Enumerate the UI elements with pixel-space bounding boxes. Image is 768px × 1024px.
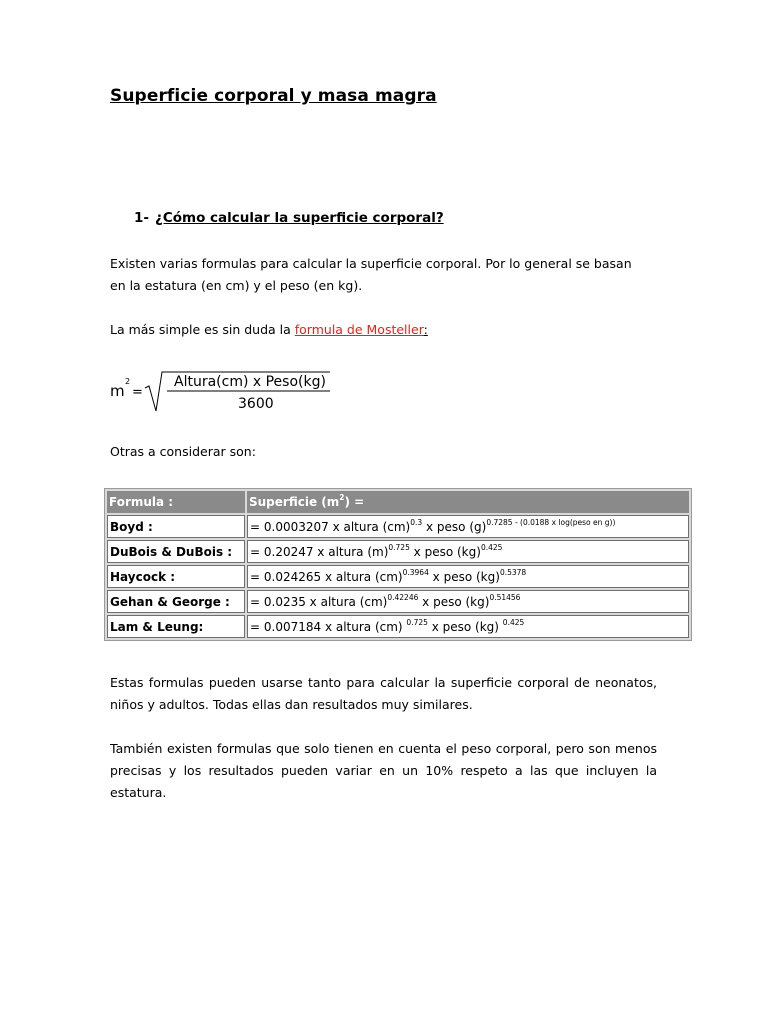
formula-name: Haycock :	[107, 565, 245, 588]
header-formula: Formula :	[107, 491, 245, 513]
table-row	[107, 590, 689, 613]
formula-name: DuBois & DuBois :	[107, 540, 245, 563]
others-label: Otras a considerar son:	[110, 444, 256, 459]
section-heading	[134, 210, 444, 226]
table-row	[107, 515, 689, 538]
paragraph-peso: También existen formulas que solo tienen en cuenta el peso corporal, pero son menos precisas y los resultados pueden variar en un 10% respeto a las que incluyen la estatura.	[110, 741, 657, 800]
formula-expression: = 0.024265 x altura (cm)$^{0.3964}$ x peso (kg)$^{0.5378}$	[247, 565, 689, 588]
formula-exponent: 2	[125, 377, 131, 386]
intro-line-2: en la estatura (en cm) y el peso (en kg).	[110, 278, 363, 293]
formula-name: Boyd :	[107, 515, 245, 538]
table-row	[107, 565, 689, 588]
formula-equals: =	[132, 385, 143, 400]
mosteller-link[interactable]: formula de Mosteller	[294, 322, 424, 337]
formula-name: Lam & Leung:	[107, 615, 245, 638]
formula-expression: = 0.007184 x altura (cm) $^{0.725}$ x peso (kg) $^{0.425}$	[247, 615, 689, 638]
section-heading-text: ¿Cómo calcular la superficie corporal?	[155, 210, 444, 226]
formula-denominator: 3600	[238, 396, 274, 412]
mosteller-intro	[110, 319, 657, 341]
table-header-row	[107, 491, 689, 513]
intro-paragraph	[110, 253, 657, 297]
formula-expression: = 0.20247 x altura $(m)^{0.725}$ x peso (kg)$^{0.425}$	[247, 540, 689, 563]
table-row	[107, 540, 689, 563]
section-number: 1-	[134, 210, 149, 226]
formula-lhs: m	[110, 382, 125, 400]
intro-line-1: Existen varias formulas para calcular la superficie corporal. Por lo general se basan	[110, 256, 632, 271]
formula-expression: = 0.0003207 x altura (cm)$^{0.3}$ x peso $(g)^{0.7285 - (0.0188 x log(peso en g))}$	[247, 515, 689, 538]
formula-numerator: Altura(cm) x Peso(kg)	[174, 374, 326, 390]
formula-name: Gehan & George :	[107, 590, 245, 613]
paragraph-neonatos: Estas formulas pueden usarse tanto para calcular la superficie corporal de neonatos, niños y adultos. Todas ellas dan resultados muy similares.	[110, 675, 657, 712]
formula-expression: = 0.0235 x altura (cm)$^{0.42246}$ x peso (kg)$^{0.51456}$	[247, 590, 689, 613]
page-title: Superficie corporal y masa magra	[110, 86, 437, 106]
header-surface: Superficie $(m^2)$ =	[247, 491, 689, 513]
formulas-table	[104, 488, 692, 641]
mosteller-prefix: La más simple es sin duda la	[110, 322, 295, 337]
table-row	[107, 615, 689, 638]
mosteller-formula	[108, 364, 332, 416]
mosteller-suffix: :	[423, 322, 428, 337]
